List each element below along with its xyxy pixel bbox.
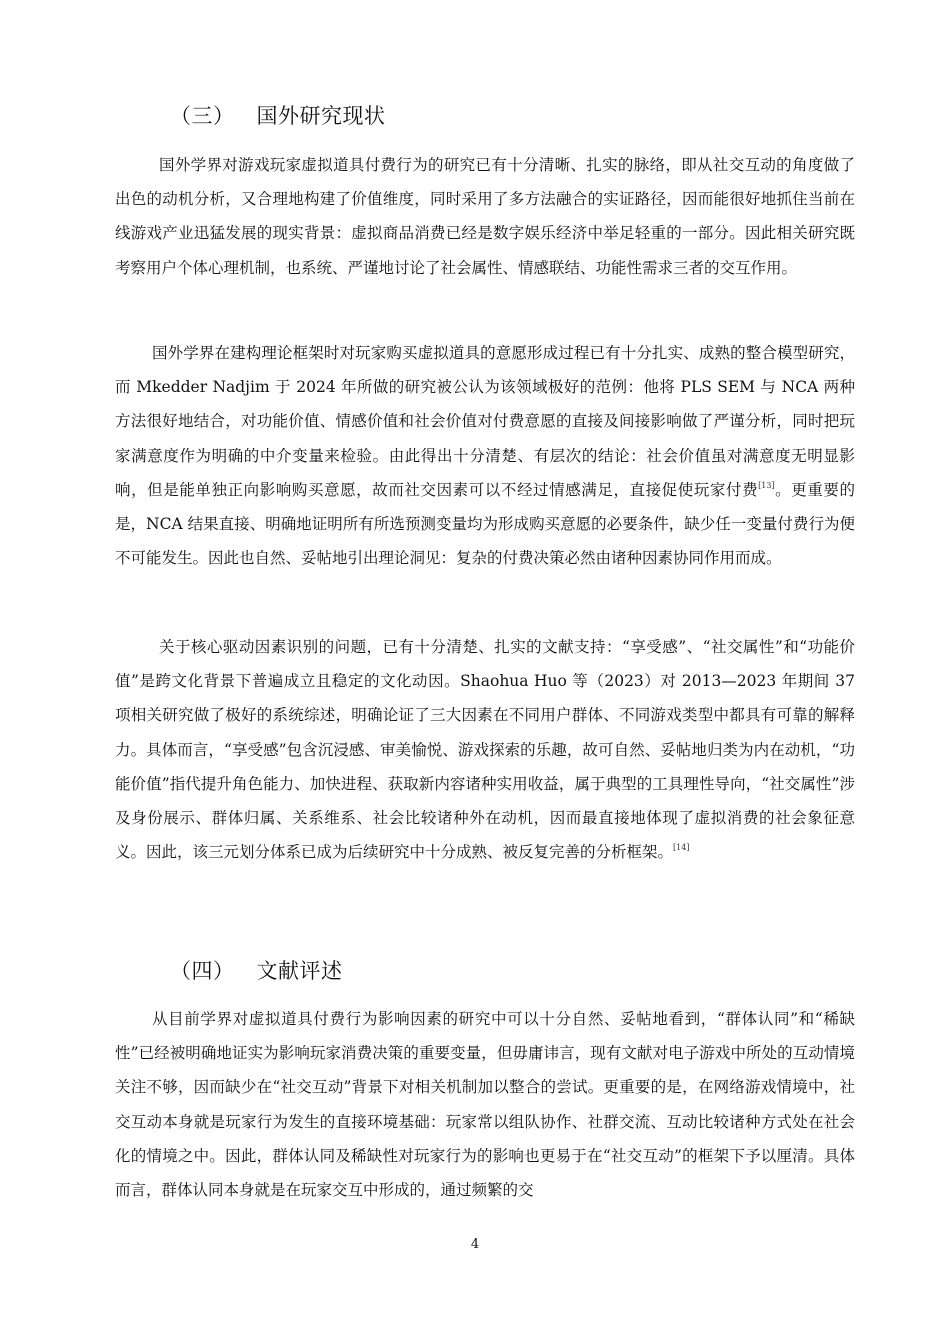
section-heading-4 — [170, 955, 343, 985]
paragraph-text: 从目前学界对虚拟道具付费行为影响因素的研究中可以十分自然、妥帖地看到，“群体认同”和“稀缺性”已经被明确地证实为影响玩家消费决策的重要变量，但毋庸讳言，现有文献对电子游戏中所处的互动情境关注不够，因而缺少在“社交互动”背景下对相关机制加以整合的尝试。更重要的是，在网络游戏情境中，社交互动本身就是玩家行为发生的直接环境基础：玩家常以组队协作、社群交流、互动比较诸种方式处在社会化的情境之中。因此，群体认同及稀缺性对玩家行为的影响也更易于在“社交互动”的框架下予以厘清。具体而言，群体认同本身就是在玩家交互中形成的，通过频繁的交 — [115, 1010, 855, 1200]
section-title: 国外研究现状 — [256, 104, 386, 128]
citation-marker: [13] — [758, 480, 775, 490]
paragraph-text: 国外学界对游戏玩家虚拟道具付费行为的研究已有十分清晰、扎实的脉络，即从社交互动的角度做了出色的动机分析，又合理地构建了价值维度，同时采用了多方法融合的实证路径，因而能很好地抓住当前在线游戏产业迅猛发展的现实背景：虚拟商品消费已经是数字娱乐经济中举足轻重的一部分。因此相关研究既考察用户个体心理机制，也系统、严谨地讨论了社会属性、情感联结、功能性需求三者的交互作用。 — [115, 156, 855, 277]
section-number: （三） — [170, 104, 235, 128]
citation-marker: [14] — [673, 843, 690, 853]
page-number: 4 — [470, 1237, 480, 1252]
paragraph — [115, 336, 855, 575]
paragraph-text: 国外学界在建构理论框架时对玩家购买虚拟道具的意愿形成过程已有十分扎实、成熟的整合模型研究，而 Mkedder Nadjim 于 2024 年所做的研究被公认为该领域极好的范例：他将 PLS SEM 与 NCA 两种方法很好地结合，对功能价值、情感价值和社会价值对付费意愿的直接及间接影响做了严谨分析，同时把玩家满意度作为明确的中介变量来检验。由此得出十分清楚、有层次的结论：社会价值虽对满意度无明显影响，但是能单独正向影响购买意愿，故而社交因素可以不经过情感满足，直接促使玩家付费 — [115, 344, 855, 499]
paragraph — [115, 148, 855, 285]
section-number: （四） — [170, 959, 235, 983]
paragraph — [115, 1002, 855, 1207]
paragraph-text: 。更重要的是，NCA 结果直接、明确地证明所有所选预测变量均为形成购买意愿的必要条件，缺少任一变量付费行为便不可能发生。因此也自然、妥帖地引出理论洞见：复杂的付费决策必然由诸种因素协同作用而成。 — [115, 480, 855, 568]
section-title: 文献评述 — [256, 959, 343, 983]
paragraph-text: 关于核心驱动因素识别的问题，已有十分清楚、扎实的文献支持：“享受感”、“社交属性”和“功能价值”是跨文化背景下普遍成立且稳定的文化动因。Shaohua Huo 等（2023）对 2013—2023 年期间 37 项相关研究做了极好的系统综述，明确论证了三大因素在不同用户群体、不同游戏类型中都具有可靠的解释力。具体而言，“享受感”包含沉浸感、审美愉悦、游戏探索的乐趣，故可自然、妥帖地归类为内在动机，“功能价值”指代提升角色能力、加快进程、获取新内容诸种实用收益，属于典型的工具理性导向，“社交属性”涉及身份展示、群体归属、关系维系、社会比较诸种外在动机，因而最直接地体现了虚拟消费的社会象征意义。因此，该三元划分体系已成为后续研究中十分成熟、被反复完善的分析框架。 — [115, 638, 855, 862]
section-heading-3 — [170, 100, 386, 130]
paragraph — [115, 630, 855, 869]
